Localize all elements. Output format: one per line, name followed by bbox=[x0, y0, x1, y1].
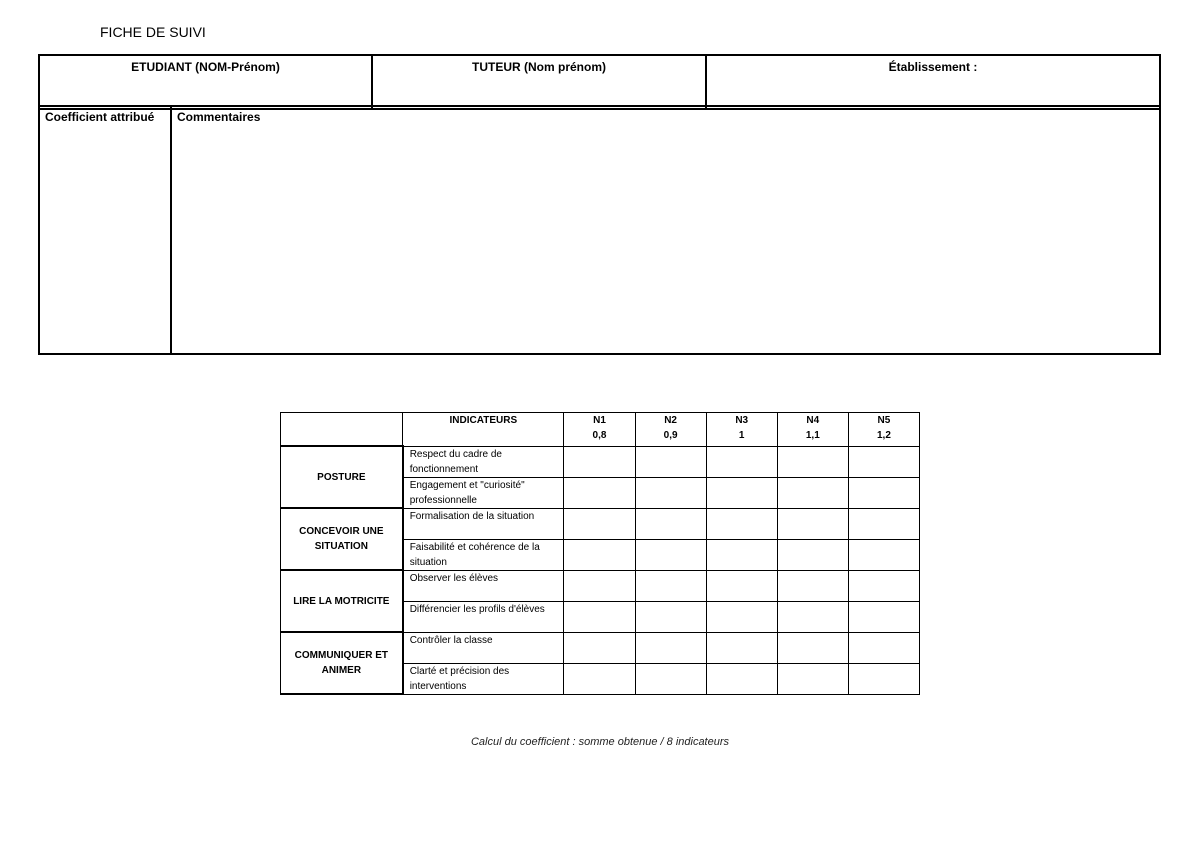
level-header-2 bbox=[635, 413, 706, 447]
score-cell-n2[interactable] bbox=[635, 570, 706, 601]
score-cell-n1[interactable] bbox=[564, 632, 635, 663]
coefficient-note: Calcul du coefficient : somme obtenue / 8 indicateurs bbox=[470, 736, 730, 748]
score-cell-n1[interactable] bbox=[564, 539, 635, 570]
indicators-header: INDICATEURS bbox=[403, 413, 564, 447]
indicator-label: Contrôler la classe bbox=[403, 632, 564, 663]
category-label: POSTURE bbox=[281, 446, 403, 508]
level-name: N3 bbox=[735, 415, 749, 426]
level-name: N1 bbox=[593, 415, 606, 426]
table-row bbox=[281, 446, 920, 477]
level-header-1 bbox=[564, 413, 635, 447]
score-cell-n4[interactable] bbox=[777, 477, 848, 508]
page-title: FICHE DE SUIVI bbox=[100, 24, 206, 40]
score-cell-n5[interactable] bbox=[848, 446, 919, 477]
level-value: 0,9 bbox=[663, 430, 678, 441]
table-row bbox=[281, 508, 920, 539]
indicator-label: Faisabilité et cohérence de la situation bbox=[403, 539, 564, 570]
grid-header-row bbox=[281, 413, 920, 447]
indicator-label: Engagement et "curiosité" professionnelle bbox=[403, 477, 564, 508]
tutor-name-cell[interactable]: TUTEUR (Nom prénom) bbox=[372, 55, 706, 109]
score-cell-n2[interactable] bbox=[635, 446, 706, 477]
score-cell-n3[interactable] bbox=[706, 446, 777, 477]
score-cell-n3[interactable] bbox=[706, 632, 777, 663]
indicator-label: Observer les élèves bbox=[403, 570, 564, 601]
table-row bbox=[281, 632, 920, 663]
level-value: 1,1 bbox=[805, 430, 820, 441]
student-info-table bbox=[38, 54, 1161, 110]
score-cell-n5[interactable] bbox=[848, 477, 919, 508]
score-cell-n3[interactable] bbox=[706, 508, 777, 539]
coefficient-cell[interactable]: Coefficient attribué bbox=[39, 106, 171, 354]
indicator-label: Clarté et précision des interventions bbox=[403, 663, 564, 694]
score-cell-n4[interactable] bbox=[777, 663, 848, 694]
level-name: N2 bbox=[664, 415, 677, 426]
score-cell-n2[interactable] bbox=[635, 539, 706, 570]
score-cell-n5[interactable] bbox=[848, 539, 919, 570]
category-label: CONCEVOIR UNE SITUATION bbox=[281, 508, 403, 570]
score-cell-n3[interactable] bbox=[706, 601, 777, 632]
score-cell-n2[interactable] bbox=[635, 663, 706, 694]
indicator-label: Formalisation de la situation bbox=[403, 508, 564, 539]
score-cell-n4[interactable] bbox=[777, 539, 848, 570]
score-cell-n4[interactable] bbox=[777, 570, 848, 601]
score-cell-n3[interactable] bbox=[706, 477, 777, 508]
indicator-label: Différencier les profils d'élèves bbox=[403, 601, 564, 632]
score-cell-n1[interactable] bbox=[564, 663, 635, 694]
indicator-label: Respect du cadre de fonctionnement bbox=[403, 446, 564, 477]
score-cell-n5[interactable] bbox=[848, 663, 919, 694]
school-cell[interactable]: Établissement : bbox=[706, 55, 1160, 109]
score-cell-n1[interactable] bbox=[564, 446, 635, 477]
score-cell-n5[interactable] bbox=[848, 570, 919, 601]
score-cell-n2[interactable] bbox=[635, 508, 706, 539]
student-name-cell[interactable]: ETUDIANT (NOM-Prénom) bbox=[39, 55, 372, 109]
score-cell-n1[interactable] bbox=[564, 508, 635, 539]
category-label: LIRE LA MOTRICITE bbox=[281, 570, 403, 632]
score-cell-n2[interactable] bbox=[635, 601, 706, 632]
score-cell-n1[interactable] bbox=[564, 570, 635, 601]
category-label: COMMUNIQUER ET ANIMER bbox=[281, 632, 403, 694]
score-cell-n3[interactable] bbox=[706, 663, 777, 694]
score-cell-n3[interactable] bbox=[706, 570, 777, 601]
score-cell-n2[interactable] bbox=[635, 477, 706, 508]
level-value: 1,2 bbox=[876, 430, 891, 441]
score-cell-n4[interactable] bbox=[777, 601, 848, 632]
level-header-4 bbox=[777, 413, 848, 447]
table-row bbox=[281, 570, 920, 601]
score-cell-n1[interactable] bbox=[564, 601, 635, 632]
score-cell-n5[interactable] bbox=[848, 632, 919, 663]
score-cell-n3[interactable] bbox=[706, 539, 777, 570]
level-value: 0,8 bbox=[592, 430, 607, 441]
level-header-5 bbox=[848, 413, 919, 447]
level-name: N4 bbox=[806, 415, 820, 426]
score-cell-n5[interactable] bbox=[848, 508, 919, 539]
score-cell-n2[interactable] bbox=[635, 632, 706, 663]
empty-header-cell bbox=[281, 413, 403, 447]
score-cell-n4[interactable] bbox=[777, 446, 848, 477]
level-name: N5 bbox=[877, 415, 891, 426]
level-header-3 bbox=[706, 413, 777, 447]
score-cell-n1[interactable] bbox=[564, 477, 635, 508]
evaluation-grid bbox=[280, 412, 920, 695]
score-cell-n5[interactable] bbox=[848, 601, 919, 632]
comments-table bbox=[38, 105, 1161, 355]
comments-cell[interactable]: Commentaires bbox=[171, 106, 1160, 354]
score-cell-n4[interactable] bbox=[777, 632, 848, 663]
score-cell-n4[interactable] bbox=[777, 508, 848, 539]
level-value: 1 bbox=[738, 430, 745, 441]
